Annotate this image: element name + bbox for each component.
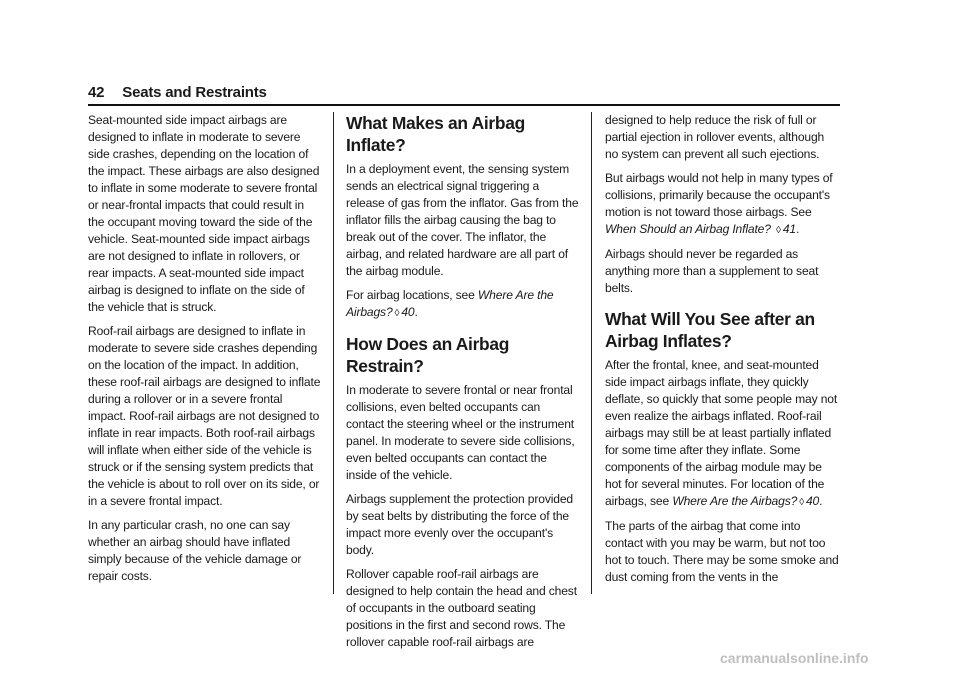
paragraph: designed to help reduce the risk of full or partial ejection in rollover events, although no system can prevent all such ejections. xyxy=(605,113,825,161)
paragraph-with-xref xyxy=(346,287,580,322)
column-divider xyxy=(333,112,334,594)
paragraph: Rollover capable roof-rail airbags are designed to help contain the head and chest of occupants in the outboard seating positions in the first and second rows. The rollover capable roof-rail airbags are xyxy=(346,567,577,649)
cross-reference-link[interactable]: Where Are the Airbags? xyxy=(346,288,554,319)
column-divider xyxy=(591,112,592,594)
column-3 xyxy=(605,112,839,593)
page-ref-icon: ◊ xyxy=(394,308,400,319)
watermark: carmanualsonline.info xyxy=(720,650,869,666)
paragraph: In a deployment event, the sensing system sends an electrical signal triggering a release of gas from the inflator. Gas from the inflator fills the airbag causing the bag to break out of the cover. The inflator, the airbag, and related hardware are all part of the airbag module. xyxy=(346,162,579,278)
page-header xyxy=(88,84,267,101)
page-ref-icon: ◊ xyxy=(776,225,781,236)
paragraph: Airbags supplement the protection provided by seat belts by distributing the force of the impact more evenly over the occupant's body. xyxy=(346,492,573,557)
period: . xyxy=(819,494,823,508)
cross-reference-link[interactable]: When Should an Airbag Inflate? xyxy=(605,222,771,236)
paragraph-text: But airbags would not help in many types of collisions, primarily because the occupant's motion is not toward those airbags. See xyxy=(605,171,833,219)
section-heading: What Makes an Airbag Inflate? xyxy=(346,113,525,155)
period: . xyxy=(796,222,800,236)
paragraph: Airbags should never be regarded as anything more than a supplement to seat belts. xyxy=(605,247,819,295)
paragraph: Seat-mounted side impact airbags are designed to inflate in moderate to severe side crashes, depending on the location of the impact. These airbags are also designed to inflate in some moderate to severe frontal or near-frontal impacts that could result in the occupant moving toward the side of the vehicle. Seat-mounted side impact airbags are not designed to inflate in rollovers, or rear impacts. A seat-mounted side impact airbag is designed to inflate on the side of the vehicle that is struck. xyxy=(88,113,320,314)
column-1 xyxy=(88,112,322,592)
page-ref-icon: ◊ xyxy=(799,497,804,508)
paragraph-with-xref xyxy=(605,170,839,239)
page-number: 42 xyxy=(88,84,105,101)
page-ref-number[interactable]: 40 xyxy=(401,305,415,319)
page-ref-number[interactable]: 41 xyxy=(782,222,796,236)
column-2 xyxy=(346,112,580,658)
paragraph-text: After the frontal, knee, and seat-mounted side impact airbags inflate, they quickly deflate, so quickly that some people may not even realize the airbags inflated. Roof-rail airbags may still be at least partially inflated for some time after they inflate. Some components of the airbag module may be hot for several minutes. For location of the airbags, see xyxy=(605,358,838,508)
period: . xyxy=(414,305,418,319)
page-ref-number[interactable]: 40 xyxy=(805,494,820,508)
section-title: Seats and Restraints xyxy=(122,84,267,101)
paragraph: The parts of the airbag that come into contact with you may be warm, but not too hot to touch. There may be some smoke and dust coming from the vents in the xyxy=(605,519,839,584)
section-heading: How Does an Airbag Restrain? xyxy=(346,334,510,376)
section-heading: What Will You See after an Airbag Inflates? xyxy=(605,309,815,351)
cross-reference-link[interactable]: Where Are the Airbags? xyxy=(672,494,798,508)
paragraph: Roof-rail airbags are designed to inflate in moderate to severe side crashes depending on the location of the impact. In addition, these roof-rail airbags are designed to inflate during a rollover or in a severe frontal impact. Roof-rail airbags are not designed to inflate in rear impacts. Both roof-rail airbags will inflate when either side of the vehicle is struck or if the sensing system predicts that the vehicle is about to roll over on its side, or in a severe frontal impact. xyxy=(88,324,321,508)
paragraph-with-xref xyxy=(605,357,839,511)
paragraph-text: For airbag locations, see xyxy=(346,288,475,302)
paragraph: In moderate to severe frontal or near frontal collisions, even belted occupants can contact the steering wheel or the instrument panel. In moderate to severe side collisions, even belted occupants can contact the inside of the vehicle. xyxy=(346,383,575,482)
header-rule xyxy=(88,104,840,106)
paragraph: In any particular crash, no one can say whether an airbag should have inflated simply because of the vehicle damage or repair costs. xyxy=(88,518,302,583)
